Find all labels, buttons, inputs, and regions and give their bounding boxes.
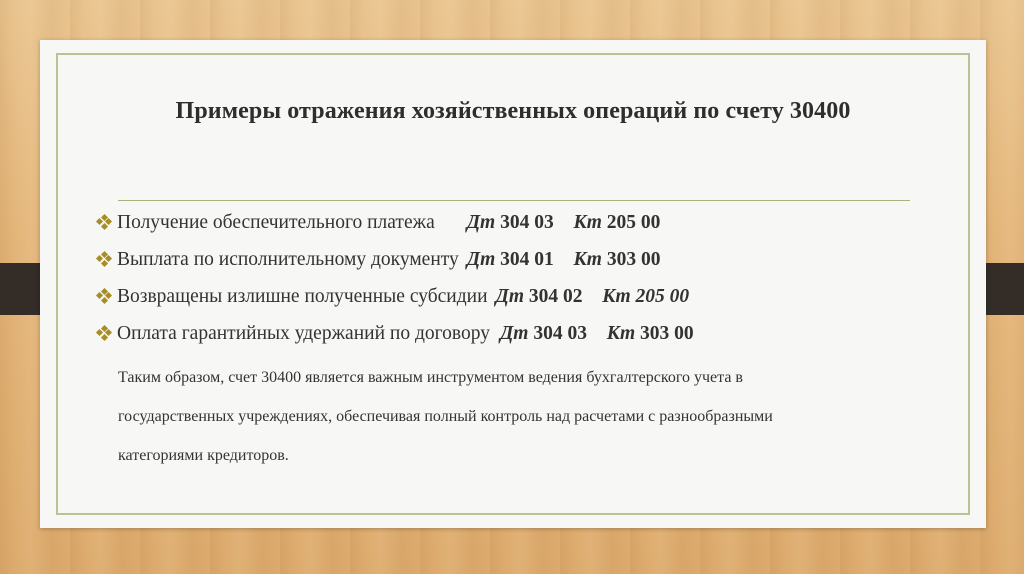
operation-item <box>97 315 694 352</box>
debit-label: Дт <box>466 248 496 270</box>
conclusion-line: Таким образом, счет 30400 является важным инструментом ведения бухгалтерского учета в <box>118 369 743 386</box>
operation-description: Получение обеспечительного платежа <box>117 211 435 233</box>
accounting-entry <box>496 286 690 308</box>
operation-item <box>97 204 694 241</box>
slide <box>40 40 986 528</box>
debit-account: 304 01 <box>500 248 554 270</box>
operation-description: Оплата гарантийных удержаний по договору <box>117 322 490 344</box>
four-diamond-bullet-icon <box>97 289 111 303</box>
slide-title: Примеры отражения хозяйственных операций по счету 30400 <box>175 98 851 124</box>
conclusion-line: категориями кредиторов. <box>118 447 289 464</box>
operation-description: Выплата по исполнительному документу <box>117 248 459 270</box>
accounting-entry <box>467 212 661 234</box>
four-diamond-bullet-icon <box>97 326 111 340</box>
credit-account: 205 00 <box>635 285 690 307</box>
debit-account: 304 03 <box>533 322 587 344</box>
credit-label: Кт <box>573 211 602 233</box>
debit-label: Дт <box>495 285 525 307</box>
debit-label: Дт <box>499 322 529 344</box>
conclusion-paragraph <box>118 358 918 475</box>
credit-account: 303 00 <box>640 322 694 344</box>
title-divider <box>118 200 910 201</box>
operations-list <box>97 204 694 352</box>
conclusion-line: государственных учреждениях, обеспечивая полный контроль над расчетами с разнообразными <box>118 408 773 425</box>
debit-label: Дт <box>466 211 496 233</box>
credit-label: Кт <box>602 285 631 307</box>
operation-description: Возвращены излишне полученные субсидии <box>117 285 488 307</box>
operation-item <box>97 278 694 315</box>
operation-item <box>97 241 694 278</box>
credit-label: Кт <box>606 322 636 344</box>
credit-account: 205 00 <box>606 211 661 233</box>
accounting-entry <box>500 323 694 345</box>
debit-account: 304 03 <box>500 211 554 233</box>
credit-account: 303 00 <box>606 248 661 270</box>
four-diamond-bullet-icon <box>97 252 111 266</box>
debit-account: 304 02 <box>528 285 583 307</box>
accounting-entry <box>467 249 661 271</box>
credit-label: Кт <box>573 248 602 270</box>
four-diamond-bullet-icon <box>97 215 111 229</box>
